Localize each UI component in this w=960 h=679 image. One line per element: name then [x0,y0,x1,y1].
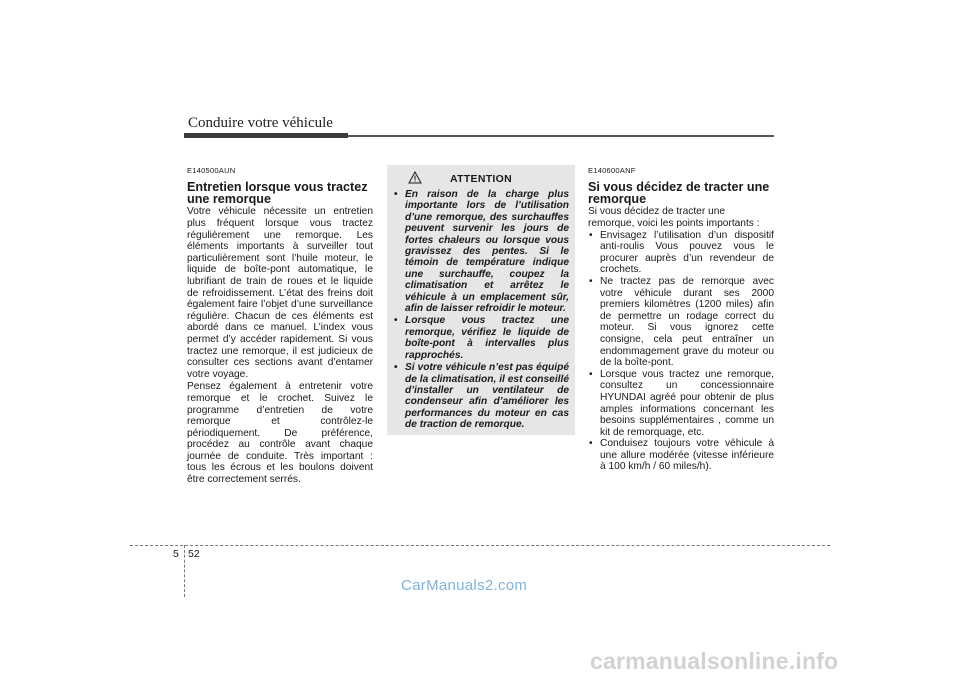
footer-divider [130,545,830,546]
warning-box [387,165,575,435]
section-code: E140600ANF [588,166,636,175]
section-title: Si vous décidez de tracter une remorque [588,179,770,206]
warning-item: • Si votre véhicule n’est pas équipé de la climatisation, il est conseillé d’installer un ventilateur de condenseur afin d’améliorer les performances du moteur en cas de traction de remorque. [393,362,569,430]
list-item: • Conduisez toujours votre véhicule à une allure modérée (vitesse inférieure à 100 km/h / 60 miles/h). [588,438,774,473]
footer-vertical-rule [184,545,185,597]
body-paragraph: Pensez également à entretenir votre remorque et le crochet. Suivez le programme d’entretien de votre remorque et contrôlez-le périodiquement. De préférence, procédez au contrôle avant chaque journée de conduite. Très important : tous les écrous et les boulons doivent être correctement serrés. [187,381,373,486]
warning-item: • En raison de la charge plus importante lors de l’utilisation d’une remorque, des surchauffes peuvent survenir les jours de fortes chaleurs ou lorsque vous gravissez des pentes. Si le témoin de température indique une surchauffe, coupez la climatisation et arrêtez le véhicule à un emplacement sûr, afin de laisser refroidir le moteur. [393,189,569,314]
right-column [588,165,774,473]
list-item: • Ne tractez pas de remorque avec votre véhicule durant ses 2000 premiers kilomètres (1200 miles) afin de permettre un rodage correct du moteur. Si vous ignorez cette consigne, cela peut entraîner un endommagement grave du moteur ou de la boîte-pont. [588,276,774,369]
watermark-bottom: carmanualsonline.info [590,648,839,674]
page-number: 52 [188,548,200,560]
body-paragraph: Votre véhicule nécessite un entretien plus fréquent lorsque vous tractez régulièrement une remorque. Les éléments importants à surveiller tout particulièrement sont l’huile moteur, le liquide de boîte-pont automatique, le lubrifiant de train de roues et le liquide de refroidissement. L’état des freins doit également faire l’objet d’une surveillance régulière. Chacun de ces éléments est abordé dans ce manuel. L’index vous permet d’y accéder rapidement. Si vous tractez une remorque, il est judicieux de consulter ces sections avant d’entamer votre voyage. [187,206,373,380]
tips-list [588,230,774,473]
section-title: Entretien lorsque vous tractez une remorque [187,179,368,206]
warning-title: ATTENTION [450,173,512,185]
intro-paragraph: Si vous décidez de tracter une remorque, voici les points importants : [588,206,760,229]
section-code: E140500AUN [187,166,236,175]
watermark-top: CarManuals2.com [401,577,528,594]
warning-list [393,189,569,432]
left-column [187,165,373,486]
list-item: • Lorsque vous tractez une remorque, consultez un concessionnaire HYUNDAI agréé pour obtenir de plus amples informations concernant les besoins supplémentaires , comme un kit de remorquage, etc. [588,369,774,439]
warning-item: • Lorsque vous tractez une remorque, vérifiez le liquide de boîte-pont à intervalles plus rapprochés. [393,315,569,361]
list-item: • Envisagez l’utilisation d’un dispositif anti-roulis Vous pouvez vous le procurer auprès d’un revendeur de crochets. [588,230,774,276]
chapter-header-title: Conduire votre véhicule [188,115,333,131]
header-rule-dark [184,133,348,138]
chapter-number: 5 [173,548,179,560]
header-rule [348,135,774,137]
